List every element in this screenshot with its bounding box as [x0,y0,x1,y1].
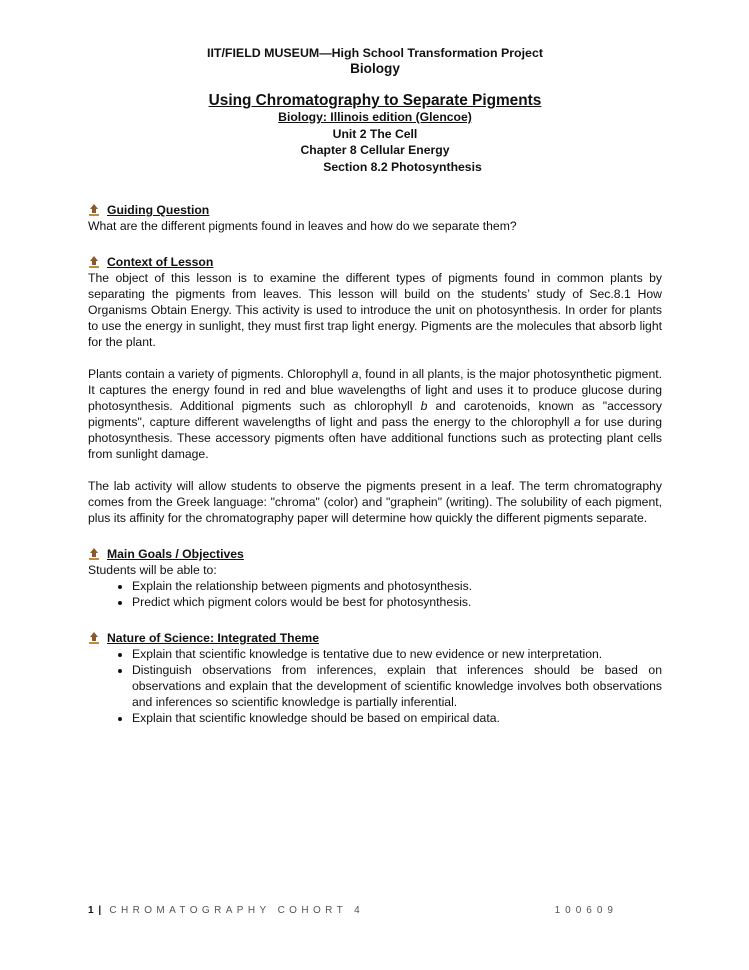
context-paragraph-3: The lab activity will allow students to observe the pigments present in a leaf. The term chromatography comes from the Greek language: "chroma" (color) and "graphein" (writing). The solubility of each pigment, plus its affinity for the chromatography paper will determine how quickly the different pigments separate. [88,479,662,525]
footer-label: CHROMATOGRAPHY COHORT 4 [109,905,365,916]
document-page [88,42,662,726]
subject-header: Biology [350,61,400,76]
footer-date: 100609 [554,905,618,916]
project-header: IIT/FIELD MUSEUM—High School Transformation Project [207,46,543,60]
goals-heading [88,546,662,562]
bullet-arrow-icon [88,256,100,268]
nature-heading [88,630,662,646]
italic-run: b [420,399,428,413]
bullet-arrow-icon [88,548,100,560]
text-run: Plants contain a variety of pigments. Chlorophyll [88,367,352,381]
context-heading [88,254,662,270]
list-item: • Explain that scientific knowledge is tentative due to new evidence or new interpretation. [132,646,662,662]
text-run: and carotenoids, known as "accessory pigments", capture different wavelengths of light and pass the energy to the chlorophyll [88,399,662,429]
bullet-arrow-icon [88,632,100,644]
list-item: • Explain that scientific knowledge should be based on empirical data. [132,710,662,726]
section-line: Section 8.2 Photosynthesis [323,159,482,174]
bullet-arrow-icon [88,204,100,216]
guiding-question-title: Guiding Question [107,203,210,217]
page-footer [88,903,662,919]
context-paragraph-1: The object of this lesson is to examine the different types of pigments found in common plants by separating the pigments from leaves. This lesson will build on the students’ study of Sec.8.1 How Organisms Obtain Energy. This activity is used to introduce the unit on photosynthesis. In order for plants to use the energy in sunlight, they must first trap light energy. Pigments are the molecules that absorb light for the plant. [88,271,662,349]
goals-list [88,578,662,610]
list-item: • Predict which pigment colors would be best for photosynthesis. [132,594,662,610]
list-item: • Explain the relationship between pigments and photosynthesis. [132,578,662,594]
italic-run: a [351,367,359,381]
goals-intro: Students will be able to: [88,563,217,577]
unit-line: Unit 2 The Cell [332,126,418,141]
list-item: • Distinguish observations from inferences, explain that inferences should be based on observations and explain that the development of scientific knowledge involves both observations and inferences so scientific knowledge is partially inferential. [132,662,662,710]
nature-list [88,646,662,726]
context-paragraph-2 [88,366,662,462]
context-title: Context of Lesson [107,255,214,269]
text-run: for use during photosynthesis. These accessory pigments often have additional functions such as protecting plant cells from sunlight damage. [88,415,662,461]
nature-title: Nature of Science: Integrated Theme [107,631,319,645]
goals-title: Main Goals / Objectives [107,547,244,561]
page-number: 1 | [88,905,103,916]
chapter-line: Chapter 8 Cellular Energy [300,143,450,157]
edition-line: Biology: Illinois edition (Glencoe) [278,110,472,124]
page-title: Using Chromatography to Separate Pigments [208,92,542,109]
guiding-question-heading [88,202,662,218]
text-run: , found in all plants, is the major photosynthetic pigment. It captures the energy found in red and blue wavelengths of light and uses it to produce glucose during photosynthesis. Additional pigments such as chlorophyll [88,367,662,413]
guiding-question-text: What are the different pigments found in leaves and how do we separate them? [88,219,517,233]
italic-run: a [573,415,581,429]
